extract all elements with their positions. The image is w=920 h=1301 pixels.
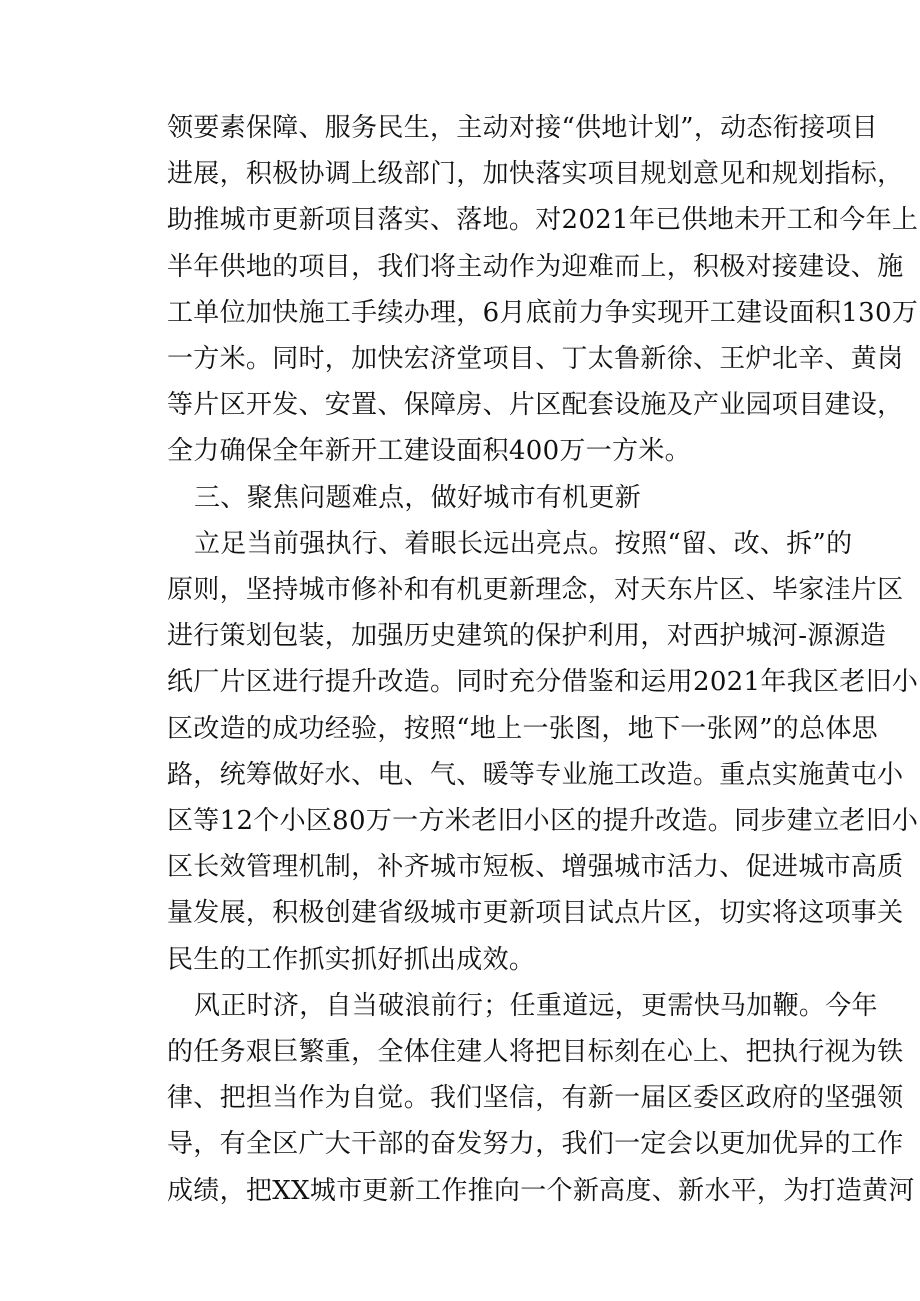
paragraph-line: 全力确保全年新开工建设面积400万一方米。 (167, 436, 691, 467)
paragraph-line: 助推城市更新项目落实、落地。对2021年已供地未开工和今年上 (167, 205, 919, 236)
paragraph-line: 民生的工作抓实抓好抓出成效。 (167, 944, 536, 975)
paragraph-line: 领要素保障、服务民生，主动对接“供地计划”，动态衔接项目 (167, 113, 878, 143)
paragraph-line: 工单位加快施工手续办理，6月底前力争实现开工建设面积130万 (167, 297, 919, 328)
paragraph-line: 成绩，把XX城市更新工作推向一个新高度、新水平，为打造黄河 (167, 1175, 915, 1206)
paragraph-first-line: 风正时济，自当破浪前行；任重道远，更需快马加鞭。今年 (194, 990, 878, 1021)
paragraph-line: 原则，坚持城市修补和有机更新理念，对天东片区、毕家洼片区 (167, 575, 904, 606)
paragraph-first-line: 立足当前强执行、着眼长远出亮点。按照“留、改、拆”的 (194, 528, 853, 559)
section-heading: 三、聚焦问题难点，做好城市有机更新 (194, 482, 642, 513)
paragraph-line: 进行策划包装，加强历史建筑的保护利用，对西护城河-源源造 (167, 621, 887, 652)
paragraph-line: 区改造的成功经验，按照“地上一张图，地下一张网”的总体思 (167, 713, 878, 744)
paragraph-line: 区长效管理机制，补齐城市短板、增强城市活力、促进城市高质 (167, 852, 904, 883)
paragraph-line: 区等12个小区80万一方米老旧小区的提升改造。同步建立老旧小 (167, 806, 919, 837)
paragraph-line: 路，统筹做好水、电、气、暖等专业施工改造。重点实施黄屯小 (167, 759, 904, 790)
paragraph-line: 量发展，积极创建省级城市更新项目试点片区，切实将这项事关 (167, 898, 904, 929)
paragraph-line: 的任务艰巨繁重，全体住建人将把目标刻在心上、把执行视为铁 (167, 1037, 904, 1068)
paragraph-line: 一方米。同时，加快宏济堂项目、丁太鲁新徐、王炉北辛、黄岗 (167, 344, 904, 375)
paragraph-line: 半年供地的项目，我们将主动作为迎难而上，积极对接建设、施 (167, 251, 904, 282)
paragraph-line: 纸厂片区进行提升改造。同时充分借鉴和运用2021年我区老旧小 (167, 667, 919, 698)
paragraph-line: 进展，积极协调上级部门，加快落实项目规划意见和规划指标， (167, 159, 904, 190)
paragraph-line: 律、把担当作为自觉。我们坚信，有新一届区委区政府的坚强领 (167, 1083, 904, 1114)
paragraph-line: 导，有全区广大干部的奋发努力，我们一定会以更加优异的工作 (167, 1129, 904, 1160)
paragraph-line: 等片区开发、安置、保障房、片区配套设施及产业园项目建设， (167, 390, 904, 421)
document-body (0, 105, 920, 1214)
